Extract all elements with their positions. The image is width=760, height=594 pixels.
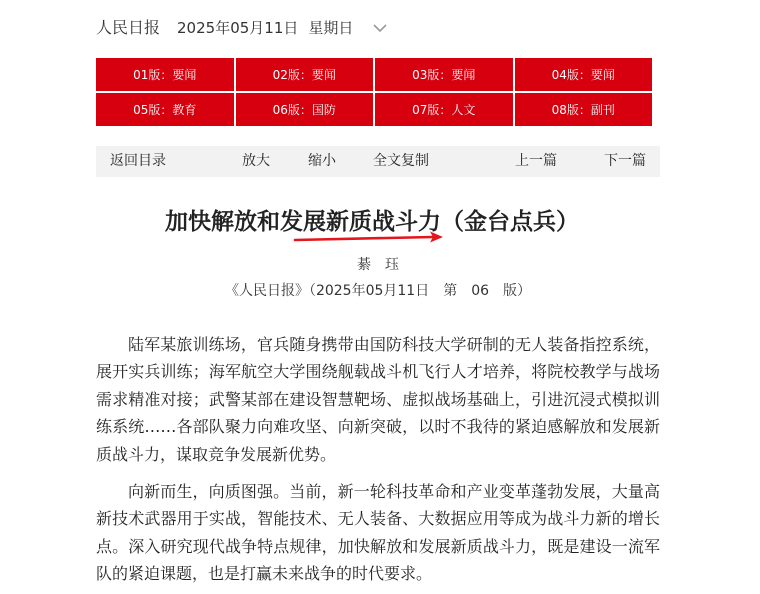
edition-nav-grid — [96, 58, 652, 126]
red-arrow-icon — [290, 229, 450, 247]
issue-date: 2025年05月11日 — [177, 19, 299, 37]
zoom-out-button[interactable]: 缩小 — [308, 153, 336, 169]
article-paragraph: 向新而生，向质图强。当前，新一轮科技革命和产业变革蓬勃发展，大量高新技术武器用于实战，智能技术、无人装备、大数据应用等成为战斗力新的增长点。深入研究现代战争特点规律，加快解放和发展新质战斗力，既是建设一流军队的紧迫课题，也是打赢未来战争的时代要求。 — [96, 482, 660, 584]
edition-link-06[interactable]: 06版：国防 — [236, 93, 374, 126]
article-source: 《人民日报》（2025年05月11日 第 06 版） — [224, 283, 532, 299]
article-title: 加快解放和发展新质战斗力（金台点兵） — [165, 209, 579, 235]
article-paragraph: 陆军某旅训练场，官兵随身携带由国防科技大学研制的无人装备指控系统，展开实兵训练；海军航空大学围绕舰载战斗机飞行人才培养，将院校教学与战场需求精准对接；武警某部在建设智慧靶场、虚拟战场基础上，引进沉浸式模拟训练系统……各部队聚力向难攻坚、向新突破，以时不我待的紧迫感解放和发展新质战斗力，谋取竞争发展新优势。 — [96, 335, 660, 464]
edition-link-02[interactable]: 02版：要闻 — [236, 58, 374, 91]
paper-name: 人民日报 — [96, 18, 161, 37]
edition-link-04[interactable]: 04版：要闻 — [515, 58, 653, 91]
edition-link-08[interactable]: 08版：副刊 — [515, 93, 653, 126]
page-header — [96, 17, 388, 39]
article-author: 綦 珏 — [357, 257, 399, 273]
edition-link-07[interactable]: 07版：人文 — [375, 93, 513, 126]
edition-link-03[interactable]: 03版：要闻 — [375, 58, 513, 91]
back-to-index-link[interactable]: 返回目录 — [110, 153, 166, 169]
article-toolbar — [96, 146, 660, 177]
article-body — [96, 331, 660, 594]
next-article-link[interactable]: 下一篇 — [604, 153, 646, 169]
chevron-down-icon[interactable] — [372, 23, 388, 33]
copy-full-text-button[interactable]: 全文复制 — [373, 153, 429, 169]
zoom-in-button[interactable]: 放大 — [242, 153, 270, 169]
edition-link-01[interactable]: 01版：要闻 — [96, 58, 234, 91]
issue-weekday: 星期日 — [308, 19, 354, 37]
edition-link-05[interactable]: 05版：教育 — [96, 93, 234, 126]
previous-article-link[interactable]: 上一篇 — [515, 153, 557, 169]
